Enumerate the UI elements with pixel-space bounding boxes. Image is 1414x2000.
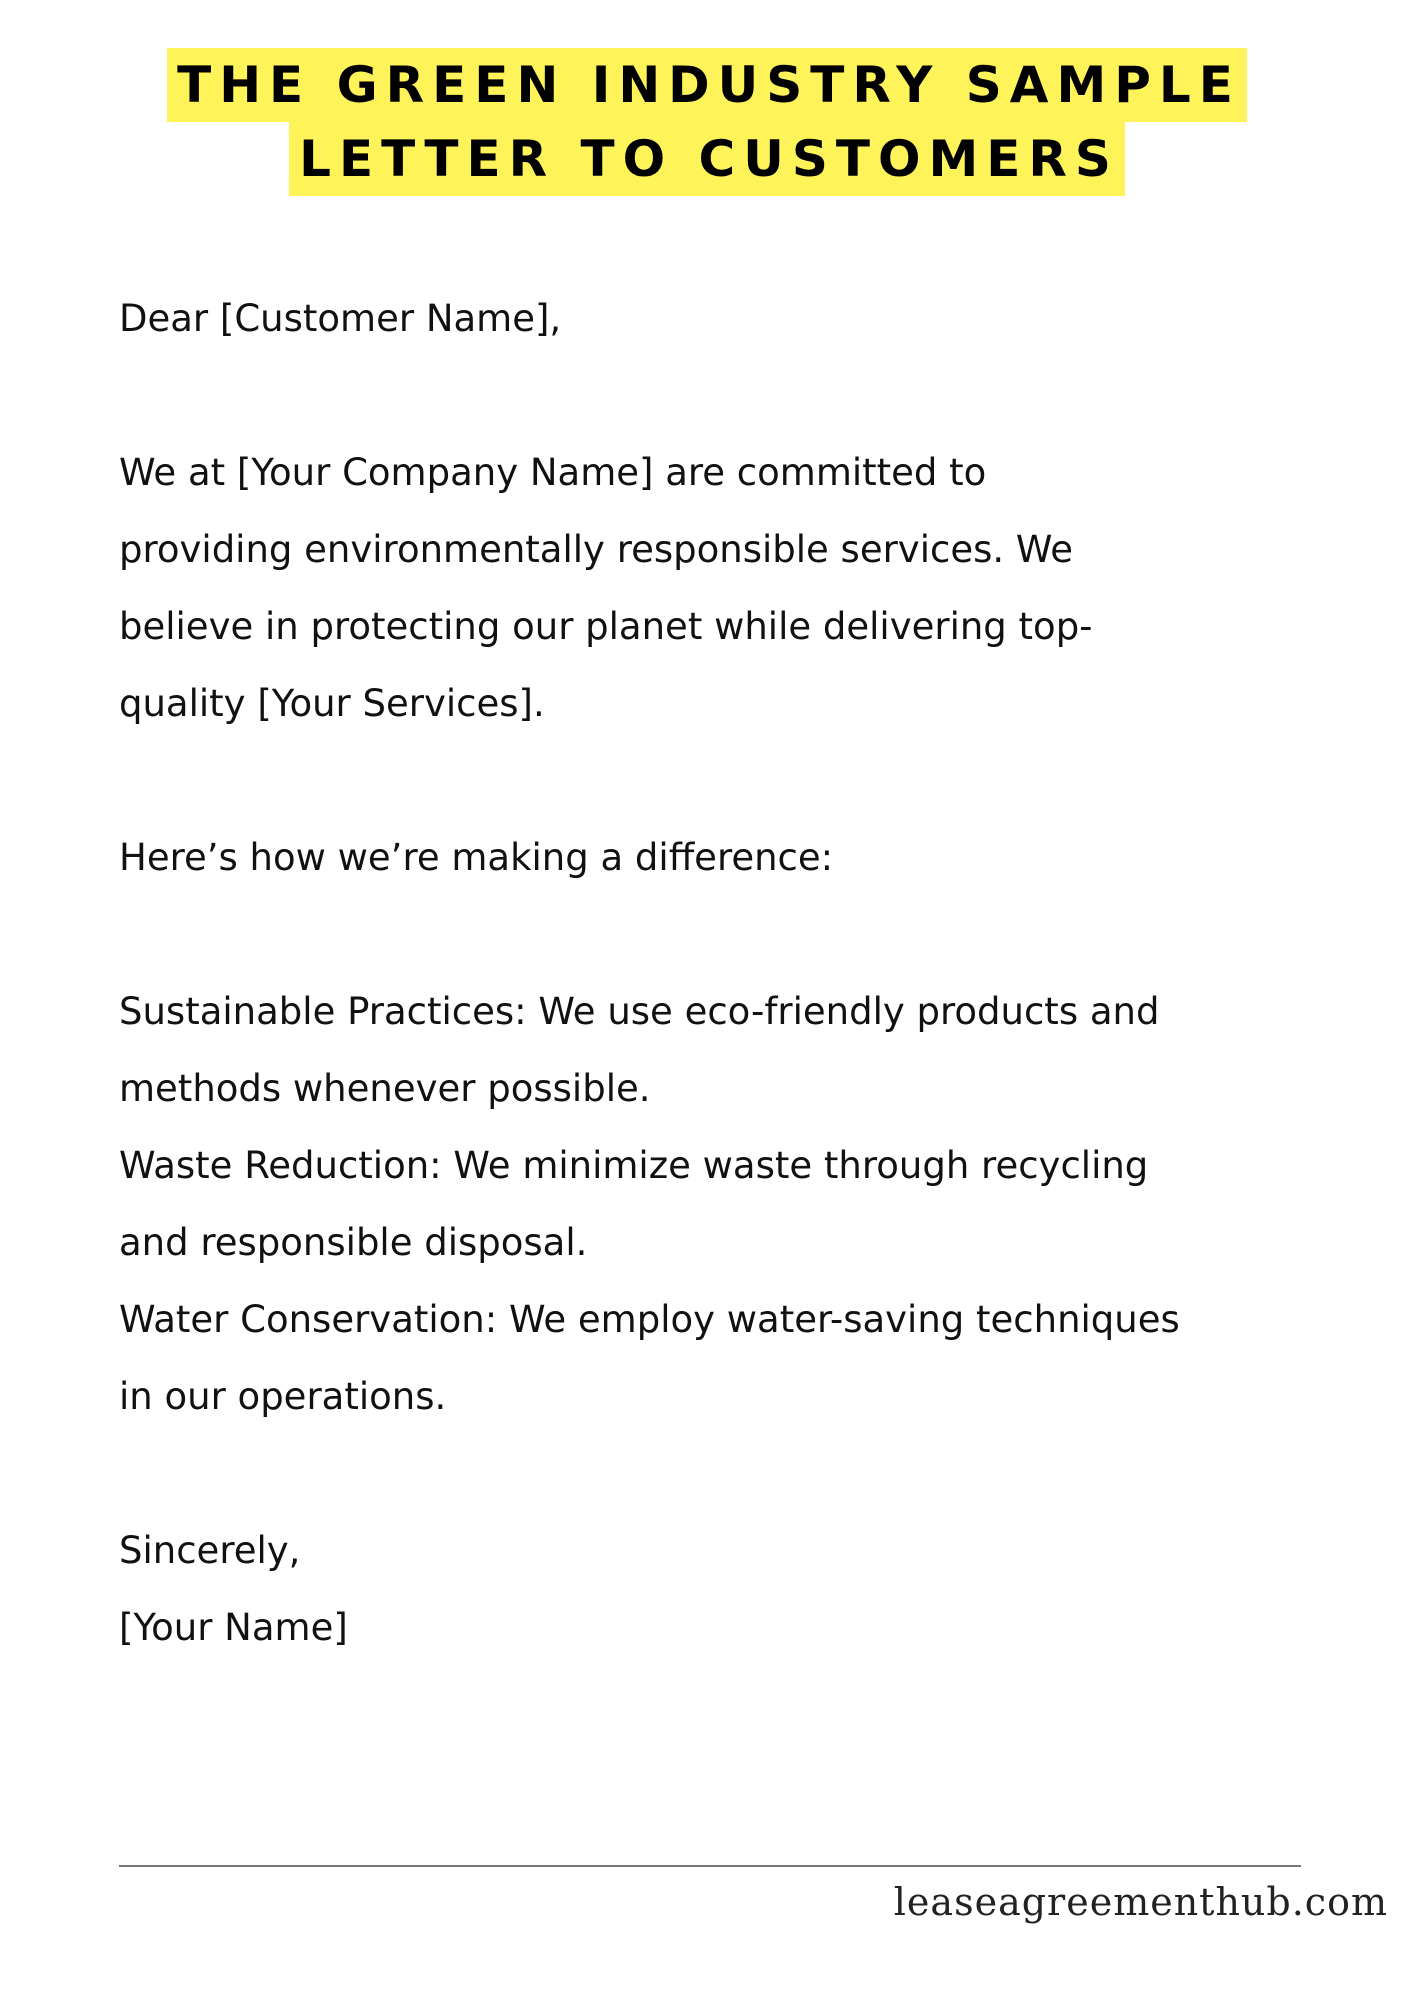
practice-item-line: Waste Reduction: We minimize waste through recycling: [119, 1144, 1149, 1187]
practice-item-water: [119, 1281, 1349, 1435]
document-title: [0, 48, 1414, 196]
list-intro: Here’s how we’re making a difference:: [119, 836, 834, 879]
paragraph-gap: [119, 742, 1349, 819]
practice-item-line: in our operations.: [119, 1375, 447, 1418]
footer-website: leaseagreementhub.com: [893, 1880, 1388, 1924]
letter-body: [119, 280, 1349, 1666]
practice-item-waste: [119, 1127, 1349, 1281]
paragraph-gap: [119, 896, 1349, 973]
practice-item-line: Sustainable Practices: We use eco-friendly products and: [119, 990, 1160, 1033]
practice-item-line: Water Conservation: We employ water-saving techniques: [119, 1298, 1180, 1341]
intro-line-2: providing environmentally responsible services. We: [119, 528, 1074, 571]
practice-item-sustainable: [119, 973, 1349, 1127]
greeting: Dear [Customer Name],: [119, 297, 562, 340]
practice-item-line: methods whenever possible.: [119, 1067, 651, 1110]
intro-line-1: We at [Your Company Name] are committed to: [119, 451, 987, 494]
paragraph-gap: [119, 357, 1349, 434]
title-line-2: LETTER TO CUSTOMERS: [289, 122, 1125, 196]
footer-divider: [119, 1865, 1301, 1867]
title-line-1: THE GREEN INDUSTRY SAMPLE: [167, 48, 1247, 122]
closing: Sincerely,: [119, 1529, 301, 1572]
practice-item-line: and responsible disposal.: [119, 1221, 588, 1264]
intro-line-3: believe in protecting our planet while delivering top-: [119, 605, 1093, 648]
paragraph-gap: [119, 1435, 1349, 1512]
signature: [Your Name]: [119, 1606, 348, 1649]
intro-line-4: quality [Your Services].: [119, 682, 545, 725]
